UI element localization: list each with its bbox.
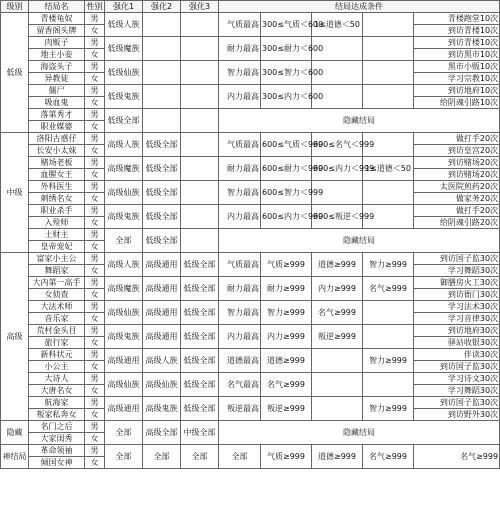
condition1-cell: 叛逆≥999 <box>261 397 312 421</box>
condition3-cell <box>363 373 414 397</box>
attr-cell: 内力最高 <box>219 85 261 109</box>
condition2-cell: 600≤叛逆＜999 <box>312 205 363 229</box>
ending-name: 留香阁头牌 <box>29 25 85 37</box>
ending-name: 职业媒婆 <box>29 121 85 133</box>
gender-cell: 女 <box>85 409 105 421</box>
table-row <box>1 205 500 217</box>
strength2-cell: 高级仙族 <box>143 373 181 397</box>
strength1-cell: 高级仙族 <box>105 301 143 325</box>
job-cell: 到访皇宫20次 <box>414 145 500 157</box>
job-cell: 做打手20次 <box>414 133 500 145</box>
condition1-cell: 智力≥999 <box>261 301 312 325</box>
condition2-cell: 名气≥999 <box>312 301 363 325</box>
strength3-cell: 低级全部 <box>181 397 219 421</box>
strength1-cell: 高级鬼族 <box>105 325 143 349</box>
strength3-cell <box>181 13 219 37</box>
condition3-cell <box>363 301 414 325</box>
table-row <box>1 397 500 409</box>
job-cell: 伴读30次 <box>414 349 500 361</box>
ending-name: 名门之后 <box>29 421 85 433</box>
attr-cell: 智力最高 <box>219 301 261 325</box>
gender-cell: 男 <box>85 133 105 145</box>
ending-name: 僵尸 <box>29 85 85 97</box>
gender-cell: 男 <box>85 397 105 409</box>
strength1-cell: 全部 <box>105 229 143 253</box>
ending-name: 叛家私奔女 <box>29 409 85 421</box>
job-cell: 学习舞蹈30次 <box>414 265 500 277</box>
strength1-cell: 高级人族 <box>105 133 143 157</box>
strength2-cell: 高级人族 <box>143 349 181 373</box>
attr-cell: 名气最高 <box>219 373 261 397</box>
condition1-cell: 600≤内力＜999 <box>261 205 312 229</box>
attr-cell: 道德最高 <box>219 349 261 373</box>
ending-name: 职业杀手 <box>29 205 85 217</box>
attr-cell: 智力最高 <box>219 181 261 205</box>
attr-cell: 内力最高 <box>219 205 261 229</box>
strength3-cell <box>181 157 219 181</box>
ending-name: 女侦查 <box>29 289 85 301</box>
tier-label: 中级 <box>1 133 29 253</box>
strength2-cell: 低级全部 <box>143 229 181 253</box>
table-row <box>1 133 500 145</box>
condition1-cell: 内力≥999 <box>261 325 312 349</box>
condition3-cell: 智力≥999 <box>363 253 414 277</box>
job-cell: 到访国子监30次 <box>414 361 500 373</box>
condition2-cell: 600≤名气＜999 <box>312 133 363 157</box>
job-cell: 学习宗教10次 <box>414 73 500 85</box>
condition2-cell <box>312 373 363 397</box>
ending-name: 大唐名女 <box>29 385 85 397</box>
gender-cell: 男 <box>85 229 105 241</box>
condition3-cell <box>363 181 414 205</box>
strength2-cell <box>143 109 181 133</box>
condition2-cell: 600≤内力＜999 <box>312 157 363 181</box>
job-cell: 到访国子监30次 <box>414 397 500 409</box>
attr-cell: 内力最高 <box>219 325 261 349</box>
strength2-cell: 全部 <box>143 445 181 469</box>
job-cell: 青楼跑堂10次 <box>414 13 500 25</box>
strength1-cell: 高级通用 <box>105 397 143 421</box>
ending-name: 长安小太妹 <box>29 145 85 157</box>
table-row <box>1 301 500 313</box>
strength1-cell: 低级仙族 <box>105 61 143 85</box>
gender-cell: 女 <box>85 361 105 373</box>
ending-name: 海盗头子 <box>29 61 85 73</box>
job-cell: 到访青楼10次 <box>414 25 500 37</box>
condition1-cell: 道德≥999 <box>261 349 312 373</box>
job-cell: 到访黑市10次 <box>414 49 500 61</box>
job-cell: 到访青楼10次 <box>414 37 500 49</box>
gender-cell: 女 <box>85 169 105 181</box>
table-row <box>1 277 500 289</box>
table-row <box>1 253 500 265</box>
strength1-cell: 全部 <box>105 421 143 445</box>
table-row <box>1 85 500 97</box>
job-cell: 到访衙门30次 <box>414 289 500 301</box>
strength3-cell <box>181 133 219 157</box>
gender-cell: 女 <box>85 265 105 277</box>
strength3-cell: 低级全部 <box>181 277 219 301</box>
strength3-cell <box>181 61 219 85</box>
ending-name: 大诗人 <box>29 373 85 385</box>
ending-name: 肉贩子 <box>29 37 85 49</box>
condition3-cell <box>363 61 414 85</box>
strength2-cell: 低级全部 <box>143 133 181 157</box>
condition1-cell: 气质≥999 <box>261 445 312 469</box>
condition1-cell: 耐力≥999 <box>261 277 312 301</box>
condition3-cell <box>363 13 414 37</box>
tier-label: 隐藏 <box>1 421 29 445</box>
job-cell: 给阴魂引路10次 <box>414 97 500 109</box>
table-row <box>1 37 500 49</box>
gender-cell: 男 <box>85 349 105 361</box>
job-cell: 到访野外30次 <box>414 409 500 421</box>
job-cell: 给阴魂引路20次 <box>414 217 500 229</box>
job-cell: 学习音律30次 <box>414 313 500 325</box>
gender-cell: 男 <box>85 301 105 313</box>
table-row <box>1 421 500 433</box>
job-cell: 名气≥999 <box>414 445 500 469</box>
job-cell: 驿站收银30次 <box>414 337 500 349</box>
gender-cell: 女 <box>85 145 105 157</box>
gender-cell: 男 <box>85 277 105 289</box>
gender-cell: 男 <box>85 181 105 193</box>
condition2-cell: 叛逆≥999 <box>312 325 363 349</box>
strength3-cell: 低级全部 <box>181 325 219 349</box>
table-row <box>1 61 500 73</box>
ending-name: 外科医生 <box>29 181 85 193</box>
strength1-cell: 高级魔族 <box>105 277 143 301</box>
attr-cell: 气质最高 <box>219 13 261 37</box>
strength3-cell: 低级全部 <box>181 253 219 277</box>
ending-name: 吸血鬼 <box>29 97 85 109</box>
attr-cell: 耐力最高 <box>219 277 261 301</box>
attr-cell: 气质最高 <box>219 253 261 277</box>
strength1-cell: 高级仙族 <box>105 373 143 397</box>
gender-cell: 男 <box>85 253 105 265</box>
condition1-cell: 300≤耐力＜600 <box>261 37 312 61</box>
table-row <box>1 109 500 121</box>
condition1-cell: 300≤内力＜600 <box>261 85 312 109</box>
condition2-cell: 1≤道德＜50 <box>312 13 363 37</box>
gender-cell: 女 <box>85 193 105 205</box>
header-strength1: 强化1 <box>105 1 143 13</box>
table-row <box>1 325 500 337</box>
strength3-cell: 中级全部 <box>181 421 219 445</box>
gender-cell: 女 <box>85 217 105 229</box>
strength1-cell: 高级魔族 <box>105 157 143 181</box>
condition1-cell: 300≤智力＜600 <box>261 61 312 85</box>
table-body <box>1 1 500 469</box>
job-cell: 到访赌场20次 <box>414 157 500 169</box>
header-strength2: 强化2 <box>143 1 181 13</box>
hidden-ending-label: 隐藏结局 <box>219 229 500 253</box>
header-gender: 性别 <box>86 1 103 11</box>
gender-cell: 女 <box>85 385 105 397</box>
gender-cell: 男 <box>85 325 105 337</box>
strength1-cell: 低级鬼族 <box>105 85 143 109</box>
condition2-cell: 道德≥999 <box>312 253 363 277</box>
strength2-cell: 高级全部 <box>143 421 181 445</box>
gender-cell: 女 <box>85 433 105 445</box>
gender-cell: 女 <box>85 73 105 85</box>
strength2-cell: 高级通用 <box>143 277 181 301</box>
condition1-cell: 300≤气质＜600 <box>261 13 312 37</box>
header-row <box>1 1 500 13</box>
strength2-cell: 低级全部 <box>143 181 181 205</box>
ending-name: 革命领袖 <box>29 445 85 457</box>
strength3-cell <box>181 85 219 109</box>
attr-cell: 气质最高 <box>219 133 261 157</box>
gender-cell: 女 <box>85 121 105 133</box>
table-row <box>1 181 500 193</box>
ending-name: 异教徒 <box>29 73 85 85</box>
condition2-cell <box>312 397 363 421</box>
job-cell: 到访地府30次 <box>414 325 500 337</box>
strength3-cell <box>181 181 219 205</box>
gender-cell: 男 <box>85 61 105 73</box>
strength1-cell: 低级魔族 <box>105 37 143 61</box>
table-row <box>1 229 500 241</box>
condition3-cell: 名气≥999 <box>363 277 414 301</box>
ending-name: 大家闺秀 <box>29 433 85 445</box>
gender-cell: 男 <box>85 157 105 169</box>
gender-cell: 女 <box>85 457 105 469</box>
table-row <box>1 13 500 25</box>
ending-name: 航海家 <box>29 397 85 409</box>
job-cell: 到访国子监30次 <box>414 253 500 265</box>
strength1-cell: 高级通用 <box>105 349 143 373</box>
table-row <box>1 373 500 385</box>
job-cell: 学习诗文30次 <box>414 373 500 385</box>
strength1-cell: 高级人族 <box>105 253 143 277</box>
condition3-cell: 名气≥999 <box>363 445 414 469</box>
strength3-cell: 低级全部 <box>181 349 219 373</box>
job-cell: 御膳房火工30次 <box>414 277 500 289</box>
gender-cell: 男 <box>85 205 105 217</box>
gender-cell: 男 <box>85 373 105 385</box>
condition3-cell <box>363 325 414 349</box>
ending-name: 舞蹈家 <box>29 265 85 277</box>
job-cell: 到访赌场20次 <box>414 169 500 181</box>
header-tier: 级别 <box>1 1 29 13</box>
tier-label: 神结局 <box>1 445 29 469</box>
gender-cell: 男 <box>85 37 105 49</box>
ending-name: 洛阳古惑仔 <box>29 133 85 145</box>
gender-cell: 女 <box>85 49 105 61</box>
tier-label: 高级 <box>1 253 29 421</box>
strength1-cell: 低级人族 <box>105 13 143 37</box>
gender-cell: 男 <box>85 445 105 457</box>
ending-name: 入殓师 <box>29 217 85 229</box>
attr-cell: 耐力最高 <box>219 157 261 181</box>
strength3-cell <box>181 229 219 253</box>
job-cell: 太医院煎药20次 <box>414 181 500 193</box>
condition3-cell: 1≤道德＜50 <box>363 157 414 181</box>
strength1-cell: 高级仙族 <box>105 181 143 205</box>
table-row <box>1 445 500 457</box>
gender-cell: 男 <box>85 13 105 25</box>
strength2-cell: 高级通用 <box>143 301 181 325</box>
hidden-ending-label: 隐藏结局 <box>219 421 500 445</box>
gender-cell: 女 <box>85 97 105 109</box>
table-row <box>1 157 500 169</box>
ending-name: 刺绣名女 <box>29 193 85 205</box>
ending-name: 皇帝宠妃 <box>29 241 85 253</box>
job-cell: 做家务20次 <box>414 193 500 205</box>
gender-cell: 女 <box>85 289 105 301</box>
strength3-cell: 全部 <box>181 445 219 469</box>
header-ending-name: 结局名 <box>29 1 85 13</box>
gender-cell: 女 <box>85 241 105 253</box>
ending-name: 旅行家 <box>29 337 85 349</box>
attr-cell: 智力最高 <box>219 61 261 85</box>
job-cell: 做打手20次 <box>414 205 500 217</box>
strength2-cell: 高级通用 <box>143 253 181 277</box>
ending-name: 土财主 <box>29 229 85 241</box>
strength3-cell: 低级全部 <box>181 373 219 397</box>
strength2-cell: 低级全部 <box>143 157 181 181</box>
strength1-cell: 低级全部 <box>105 109 143 133</box>
gender-cell: 男 <box>85 421 105 433</box>
hidden-ending-label: 隐藏结局 <box>219 109 500 133</box>
gender-cell: 男 <box>85 109 105 121</box>
job-cell: 学习法术30次 <box>414 301 500 313</box>
job-cell: 黑市小贩10次 <box>414 61 500 73</box>
condition2-cell: 内力≥999 <box>312 277 363 301</box>
condition3-cell <box>363 37 414 61</box>
condition1-cell: 600≤耐力＜999 <box>261 157 312 181</box>
strength3-cell: 低级全部 <box>181 301 219 325</box>
header-conditions: 结局达成条件 <box>219 1 500 13</box>
strength3-cell <box>181 37 219 61</box>
ending-name: 大内第一高手 <box>29 277 85 289</box>
ending-name: 落第秀才 <box>29 109 85 121</box>
strength2-cell <box>143 85 181 109</box>
strength3-cell <box>181 205 219 229</box>
ending-name: 地主小妾 <box>29 49 85 61</box>
ending-name: 音乐家 <box>29 313 85 325</box>
condition3-cell <box>363 85 414 109</box>
strength1-cell: 全部 <box>105 445 143 469</box>
ending-name: 新科状元 <box>29 349 85 361</box>
condition1-cell: 600≤智力＜999 <box>261 181 312 205</box>
condition3-cell: 智力≥999 <box>363 397 414 421</box>
attr-cell: 叛逆最高 <box>219 397 261 421</box>
attr-cell: 耐力最高 <box>219 37 261 61</box>
condition2-cell: 道德≥999 <box>312 445 363 469</box>
gender-cell: 女 <box>85 337 105 349</box>
strength2-cell: 低级全部 <box>143 205 181 229</box>
ending-name: 青楼龟奴 <box>29 13 85 25</box>
condition1-cell: 气质≥999 <box>261 253 312 277</box>
gender-cell: 男 <box>85 85 105 97</box>
strength2-cell: 高级通用 <box>143 325 181 349</box>
condition1-cell: 名气≥999 <box>261 373 312 397</box>
strength3-cell <box>181 109 219 133</box>
job-cell: 到访地府10次 <box>414 85 500 97</box>
ending-name: 血腥女王 <box>29 169 85 181</box>
ending-name: 荒村金头目 <box>29 325 85 337</box>
tier-label: 低级 <box>1 13 29 133</box>
strength2-cell <box>143 61 181 85</box>
condition3-cell: 智力≥999 <box>363 349 414 373</box>
job-cell: 学习舞蹈30次 <box>414 385 500 397</box>
attr-cell: 全部 <box>219 445 261 469</box>
strength2-cell <box>143 13 181 37</box>
gender-cell: 女 <box>85 25 105 37</box>
table-row <box>1 349 500 361</box>
gender-cell: 女 <box>85 313 105 325</box>
strength2-cell: 高级鬼族 <box>143 397 181 421</box>
ending-name: 大法术师 <box>29 301 85 313</box>
strength1-cell: 高级鬼族 <box>105 205 143 229</box>
ending-name: 赌场老板 <box>29 157 85 169</box>
strength2-cell <box>143 37 181 61</box>
condition1-cell: 600≤气质＜999 <box>261 133 312 157</box>
header-strength3: 强化3 <box>181 1 219 13</box>
ending-name: 小公主 <box>29 361 85 373</box>
ending-name: 倾国女神 <box>29 457 85 469</box>
ending-name: 富家小主公 <box>29 253 85 265</box>
condition2-cell <box>312 349 363 373</box>
